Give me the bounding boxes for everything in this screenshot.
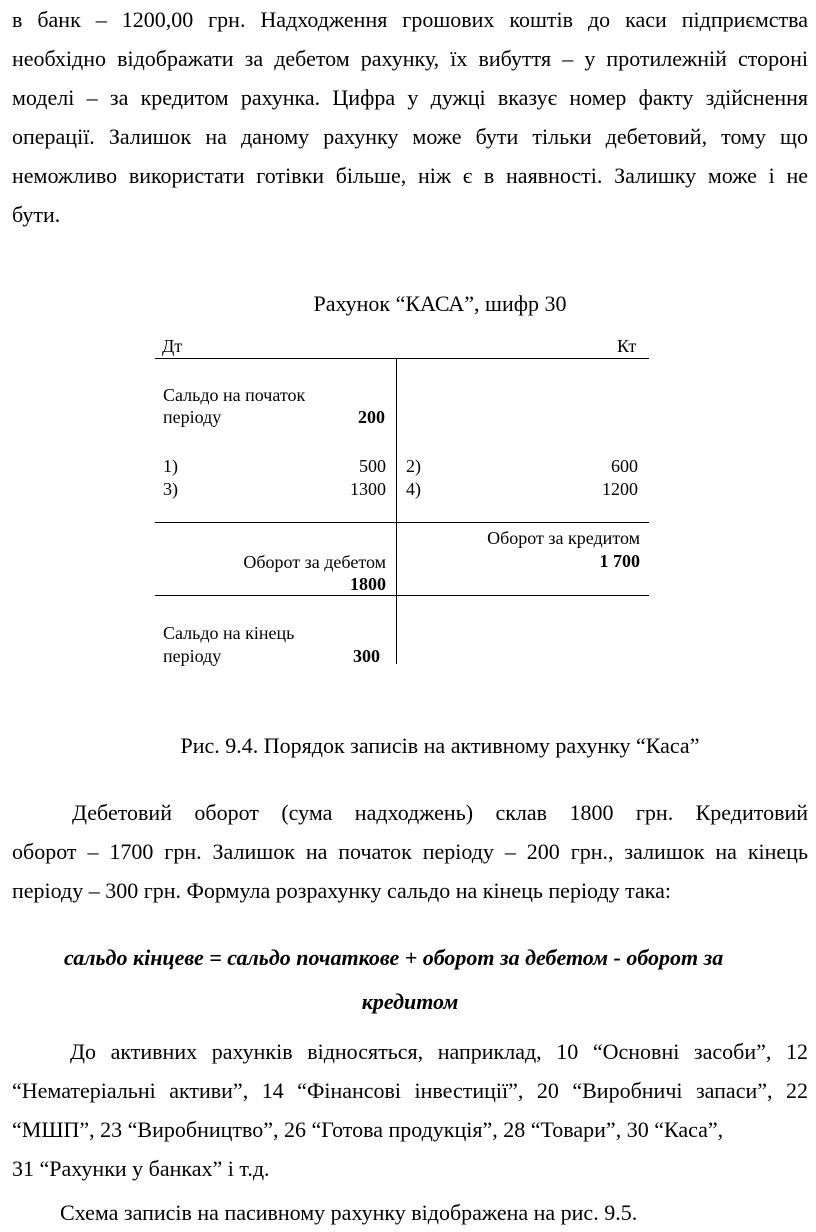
text-line: 31 “Рахунки у банках” і т.д. bbox=[12, 1156, 270, 1181]
entry-value: 500 bbox=[359, 456, 386, 476]
text-line: моделі – за кредитом рахунка. Цифра у дужці вказує номер факту здійснення bbox=[12, 85, 808, 110]
t-account-center-line bbox=[396, 358, 397, 664]
closing-balance-label: Сальдо на кінець bbox=[163, 623, 295, 643]
turnover-line bbox=[155, 522, 649, 523]
debit-turnover-value: 1800 bbox=[350, 574, 386, 594]
debit-turnover-label: Оборот за дебетом bbox=[243, 552, 386, 572]
entry-number: 3) bbox=[163, 479, 178, 499]
text-line: Схема записів на пасивному рахунку відображена на рис. 9.5. bbox=[60, 1200, 638, 1225]
closing-line bbox=[155, 595, 649, 596]
credit-turnover-value: 1 700 bbox=[599, 551, 640, 571]
debit-label: Дт bbox=[162, 336, 183, 356]
text-line: бути. bbox=[12, 202, 61, 227]
text-line: “Нематеріальні активи”, 14 “Фінансові інвестиції”, 20 “Виробничі запаси”, 22 bbox=[12, 1078, 808, 1103]
formula-line: сальдо кінцеве = сальдо початкове + оборот за дебетом - оборот за bbox=[64, 945, 724, 970]
t-account-title: Рахунок “КАСА”, шифр 30 bbox=[313, 291, 567, 316]
paragraph-active-accounts bbox=[12, 1032, 808, 1188]
entry-number: 4) bbox=[406, 479, 421, 499]
entry-number: 1) bbox=[163, 456, 178, 476]
credit-label: Кт bbox=[617, 336, 637, 356]
entry-value: 600 bbox=[611, 456, 638, 476]
figure-caption: Рис. 9.4. Порядок записів на активному рахунку “Каса” bbox=[180, 733, 700, 758]
paragraph-turnover bbox=[12, 793, 808, 910]
text-line: До активних рахунків відносяться, наприклад, 10 “Основні засоби”, 12 bbox=[70, 1039, 808, 1064]
text-line: необхідно відображати за дебетом рахунку, їх вибуття – у протилежній стороні bbox=[12, 46, 808, 71]
formula bbox=[12, 937, 808, 1023]
text-line: в банк – 1200,00 грн. Надходження грошових коштів до каси підприємства bbox=[12, 7, 808, 32]
text-line: операції. Залишок на даному рахунку може бути тільки дебетовий, тому що bbox=[12, 124, 808, 149]
opening-balance-label: періоду bbox=[163, 407, 222, 427]
text-line: оборот – 1700 грн. Залишок на початок періоду – 200 грн., залишок на кінець bbox=[12, 839, 808, 864]
text-line: неможливо використати готівки більше, ніж є в наявності. Залишку може і не bbox=[12, 163, 808, 188]
opening-balance-label: Сальдо на початок bbox=[163, 385, 306, 405]
entry-value: 1300 bbox=[350, 479, 386, 499]
closing-balance-label: періоду bbox=[163, 646, 222, 666]
text-line: Дебетовий оборот (сума надходжень) склав 1800 грн. Кредитовий bbox=[72, 800, 808, 825]
opening-balance-value: 200 bbox=[358, 407, 385, 427]
entry-value: 1200 bbox=[602, 479, 638, 499]
text-line: “МШП”, 23 “Виробництво”, 26 “Готова продукція”, 28 “Товари”, 30 “Каса”, bbox=[12, 1117, 724, 1142]
t-account-top-line bbox=[155, 358, 649, 359]
text-line: періоду – 300 грн. Формула розрахунку сальдо на кінець періоду така: bbox=[12, 878, 671, 903]
entry-number: 2) bbox=[406, 456, 421, 476]
formula-line: кредитом bbox=[361, 989, 459, 1014]
closing-balance-value: 300 bbox=[353, 646, 380, 666]
paragraph-passive-scheme bbox=[12, 1193, 808, 1232]
credit-turnover-label: Оборот за кредитом bbox=[487, 528, 640, 548]
paragraph-intro bbox=[12, 0, 808, 234]
